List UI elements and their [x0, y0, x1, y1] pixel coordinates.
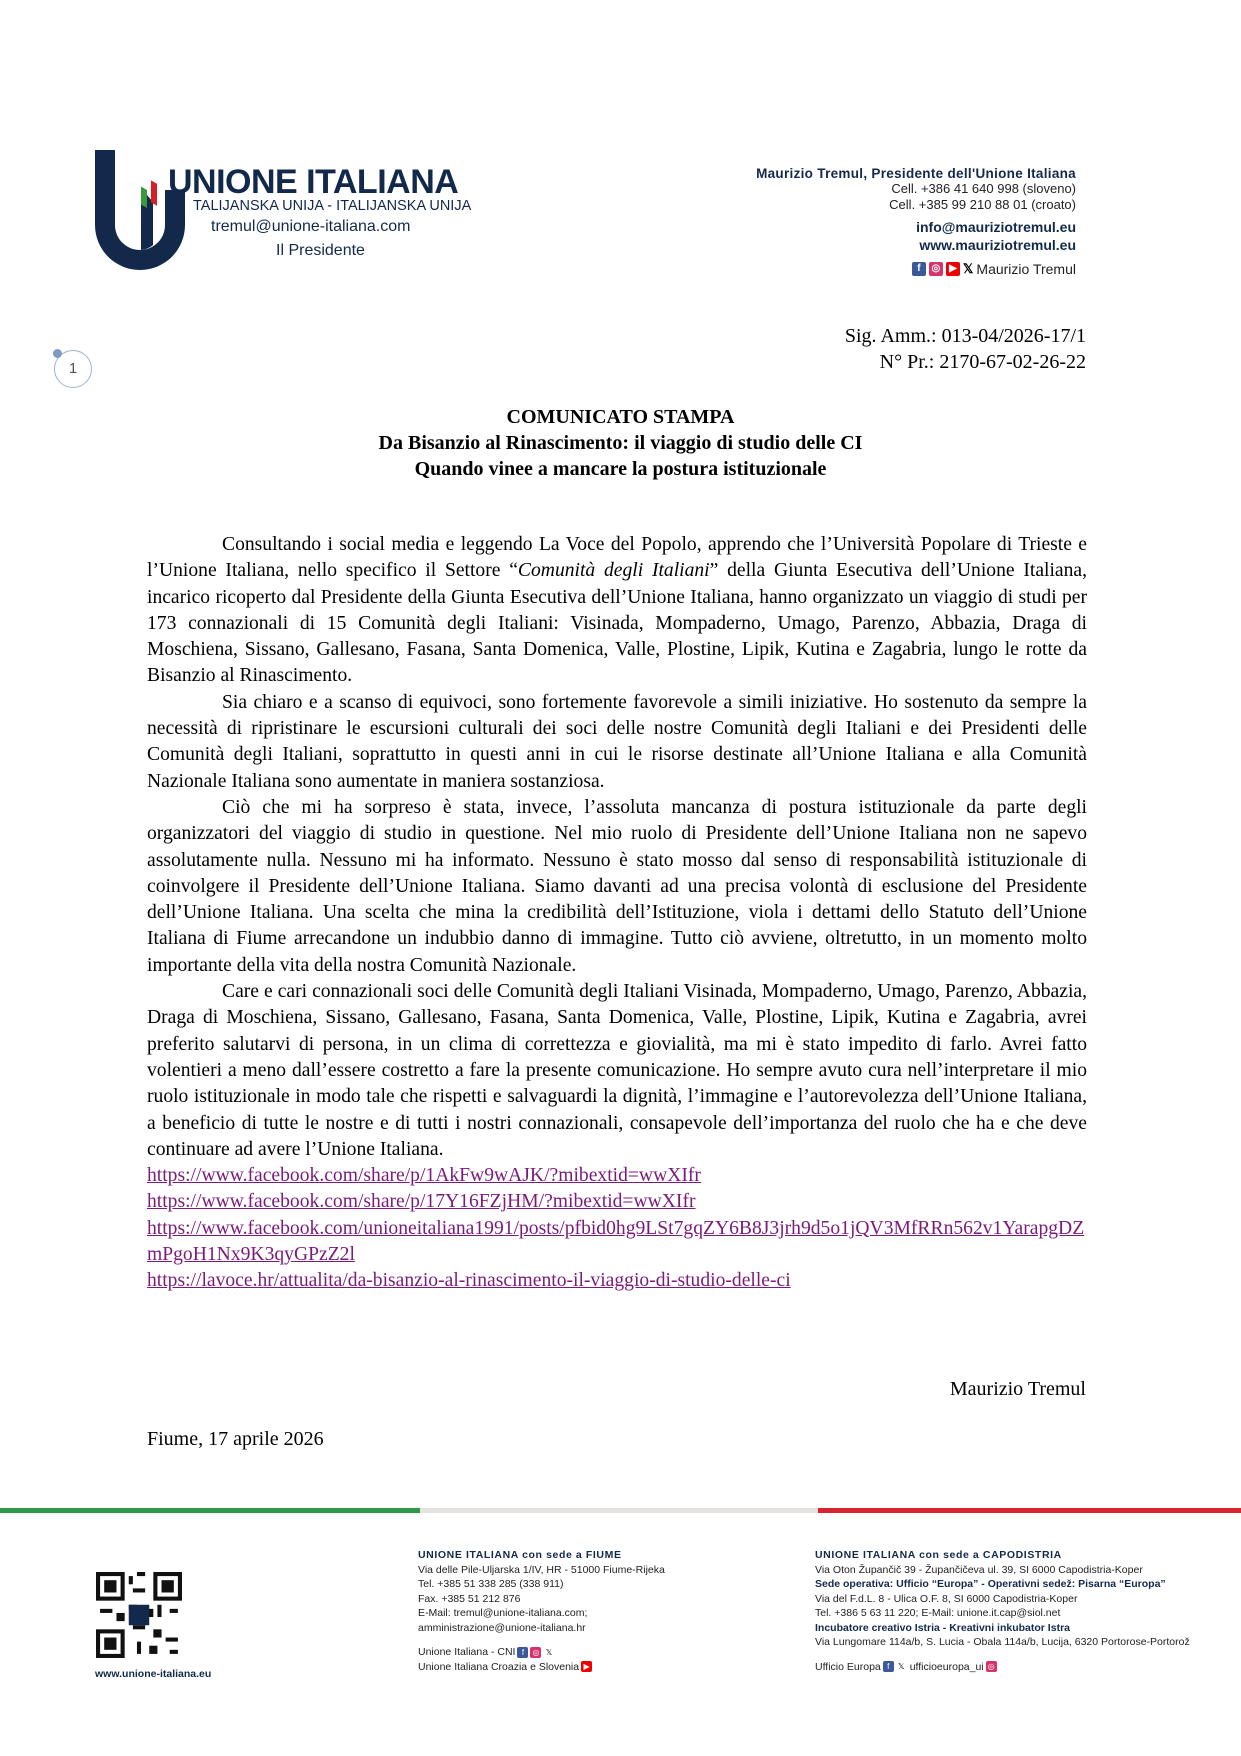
tricolor-band	[0, 1508, 1241, 1513]
paragraph-3: Ciò che mi ha sorpreso è stata, invece, l’assoluta mancanza di postura istituzionale da parte degli organizzatori del viaggio di studio in questione. Nel mio ruolo di Presidente dell’Unione Italiana non ne sapevo assolutamente nulla. Nessuno mi ha informato. Nessuno è stato mosso dal senso di responsabilità istituzionale di coinvolgere il Presidente dell’Unione Italiana. Siamo davanti ad una precisa volontà di esclusione del Presidente dell’Unione Italiana. Una scelta che mina la credibilità dell’Istituzione, viola i dettami dello Statuto dell’Unione Italiana di Fiume arrecandone un indubbio danno di immagine. Tutto ciò avviene, oltretutto, in un momento molto importante della vita della nostra Comunità Nazionale.	[147, 796, 1087, 976]
date-place: Fiume, 17 aprile 2026	[147, 1428, 324, 1450]
capodistria-social: Ufficio Europa f 𝕏 ufficioeuropa_ui ◎	[815, 1660, 1190, 1675]
fiume-social2: Unione Italiana Croazia e Slovenia ▶	[418, 1660, 665, 1675]
qr-code-icon	[96, 1572, 182, 1658]
badge-dot-icon	[53, 349, 62, 358]
facebook-icon[interactable]: f	[883, 1661, 894, 1672]
press-release-titles	[0, 404, 1241, 482]
youtube-icon[interactable]: ▶	[946, 262, 960, 276]
capodistria-operative-address: Via del F.d.L. 8 - Ulica O.F. 8, SI 6000 Capodistria-Koper	[815, 1592, 1078, 1605]
contact-cell-si: Cell. +386 41 640 998 (sloveno)	[891, 181, 1076, 196]
sig-amm: Sig. Amm.: 013-04/2026-17/1	[844, 325, 1086, 347]
qr-code[interactable]	[96, 1572, 182, 1658]
capodistria-operative: Sede operativa: Ufficio “Europa” - Operativni sedež: Pisarna “Europa”	[815, 1578, 1166, 1590]
capodistria-incubator-address: Via Lungomare 114a/b, S. Lucia - Obala 114a/b, Lucija, 6320 Portorose-Portorož	[815, 1636, 1190, 1648]
fiume-social1: Unione Italiana - CNI f ◎ 𝕏	[418, 1645, 665, 1660]
fiume-fax: Fax. +385 51 212 876	[418, 1592, 521, 1605]
footer-capodistria	[815, 1548, 1190, 1674]
italic-settore: Comunità degli Italiani	[517, 560, 710, 582]
title-sub2: Quando vinee a mancare la postura istituzionale	[414, 458, 827, 480]
fiume-tel: Tel. +385 51 338 285 (338 911)	[418, 1578, 564, 1590]
instagram-icon[interactable]: ◎	[530, 1647, 541, 1658]
press-release-body	[147, 532, 1087, 1295]
signature: Maurizio Tremul	[949, 1378, 1086, 1400]
facebook-icon[interactable]: f	[912, 262, 926, 276]
logo-title: UNIONE ITALIANA	[168, 163, 459, 201]
title-sub1: Da Bisanzio al Rinascimento: il viaggio di studio delle CI	[378, 432, 863, 454]
contact-website[interactable]: www.mauriziotremul.eu	[919, 237, 1076, 253]
page-number: 1	[68, 360, 78, 377]
logo-email[interactable]: tremul@unione-italiana.com	[211, 218, 411, 235]
capodistria-incubator: Incubatore creativo Istria - Kreativni inkubator Istra	[815, 1621, 1070, 1634]
contact-social	[756, 261, 1076, 277]
logo-role: Il Presidente	[276, 242, 365, 259]
footer-website[interactable]: www.unione-italiana.eu	[95, 1668, 212, 1680]
youtube-icon[interactable]: ▶	[581, 1661, 592, 1672]
contact-email[interactable]: info@mauriziotremul.eu	[916, 219, 1076, 235]
protocol-number: N° Pr.: 2170-67-02-26-22	[879, 351, 1086, 373]
reference-numbers	[845, 323, 1086, 375]
fiume-email1[interactable]: E-Mail: tremul@unione-italiana.com;	[418, 1607, 588, 1619]
page-number-badge	[54, 350, 92, 388]
capodistria-tel: Tel. +386 5 63 11 220; E-Mail: unione.it.cap@siol.net	[815, 1607, 1061, 1619]
contact-cell-hr: Cell. +385 99 210 88 01 (croato)	[889, 197, 1076, 212]
paragraph-4: Care e cari connazionali soci delle Comunità degli Italiani Visinada, Mompaderno, Umago, Parenzo, Abbazia, Draga di Moschiena, Sissano, Gallesano, Fasana, Santa Domenica, Valle, Plostine, Lipik, Kutina e Zagabria, avrei preferito salutarvi di persona, in un clima di correttezza e giovialità, ma mi è stato impedito di farlo. Avrei fatto volentieri a meno dall’essere costretto a fare la presente comunicazione. Ho sempre avuto cura nell’interpretare il mio ruolo istituzionale in modo tale che rispetti e salvaguardi la dignità, l’immagine e l’autorevolezza dell’Unione Italiana, a beneficio di tutte le nostre e di tutti i nostri connazionali, consapevole dell’importanza del ruolo che ha e che deve continuare ad avere l’Unione Italiana.	[147, 981, 1087, 1160]
social-handle: Maurizio Tremul	[976, 261, 1076, 277]
paragraph-1: Consultando i social media e leggendo La Voce del Popolo, apprendo che l’Università Popolare di Trieste e l’Unione Italiana, nello specifico il Settore “Comunità degli Italiani” della Giunta Esecutiva dell’Unione Italiana, incarico ricoperto dal Presidente della Giunta Esecutiva dell’Unione Italiana, hanno organizzato un viaggio di studi per 173 connazionali di 15 Comunità degli Italiani: Visinada, Mompaderno, Umago, Parenzo, Abbazia, Draga di Moschiena, Sissano, Gallesano, Fasana, Santa Domenica, Valle, Plostine, Lipik, Kutina e Zagabria, lungo le rotte da Bisanzio al Rinascimento.	[147, 534, 1087, 687]
fiume-address: Via delle Pile-Uljarska 1/IV, HR - 51000 Fiume-Rijeka	[418, 1563, 665, 1576]
paragraph-2: Sia chiaro e a scanso di equivoci, sono fortemente favorevole a simili iniziative. Ho sostenuto da sempre la necessità di ripristinare le escursioni culturali dei soci delle nostre Comunità degli Italiani e dei Presidenti delle Comunità degli Italiani, soprattutto in questi anni in cui le risorse destinate all’Unione Italiana e alla Comunità Nazionale Italiana sono aumentate in maniera sostanziosa.	[147, 691, 1087, 792]
header-contact	[756, 166, 1076, 277]
footer-fiume	[418, 1548, 665, 1674]
link-facebook-3[interactable]: https://www.facebook.com/unioneitaliana1991/posts/pfbid0hg9LSt7gqZY6B8J3jrh9d5o1jQV3MfRRn562v1YarapgDZmPgoH1Nx9K3qyGPzZ2l	[147, 1217, 1085, 1266]
x-icon[interactable]: 𝕏	[962, 261, 974, 276]
contact-name: Maurizio Tremul, Presidente dell'Unione Italiana	[756, 166, 1076, 181]
title-main: COMUNICATO STAMPA	[506, 406, 735, 428]
fiume-email2[interactable]: amministrazione@unione-italiana.hr	[418, 1621, 586, 1634]
capodistria-address: Via Oton Župančič 39 - Župančičeva ul. 39, SI 6000 Capodistria-Koper	[815, 1563, 1143, 1576]
capodistria-title: UNIONE ITALIANA con sede a CAPODISTRIA	[815, 1549, 1062, 1561]
facebook-icon[interactable]: f	[517, 1647, 528, 1658]
logo-subtitle: TALIJANSKA UNIJA - ITALIJANSKA UNIJA	[193, 198, 472, 214]
x-icon[interactable]: 𝕏	[898, 1662, 905, 1672]
instagram-icon[interactable]: ◎	[929, 262, 943, 276]
band-red	[818, 1508, 1241, 1513]
link-lavoce[interactable]: https://lavoce.hr/attualita/da-bisanzio-al-rinascimento-il-viaggio-di-studio-delle-ci	[147, 1270, 791, 1292]
link-facebook-1[interactable]: https://www.facebook.com/share/p/1AkFw9wAJK/?mibextid=wwXIfr	[147, 1165, 701, 1187]
x-icon[interactable]: 𝕏	[545, 1647, 553, 1657]
link-facebook-2[interactable]: https://www.facebook.com/share/p/17Y16FZjHM/?mibextid=wwXIfr	[147, 1191, 696, 1213]
band-white	[420, 1508, 818, 1513]
instagram-icon[interactable]: ◎	[986, 1661, 997, 1672]
band-green	[0, 1508, 420, 1513]
fiume-title: UNIONE ITALIANA con sede a FIUME	[418, 1549, 622, 1561]
